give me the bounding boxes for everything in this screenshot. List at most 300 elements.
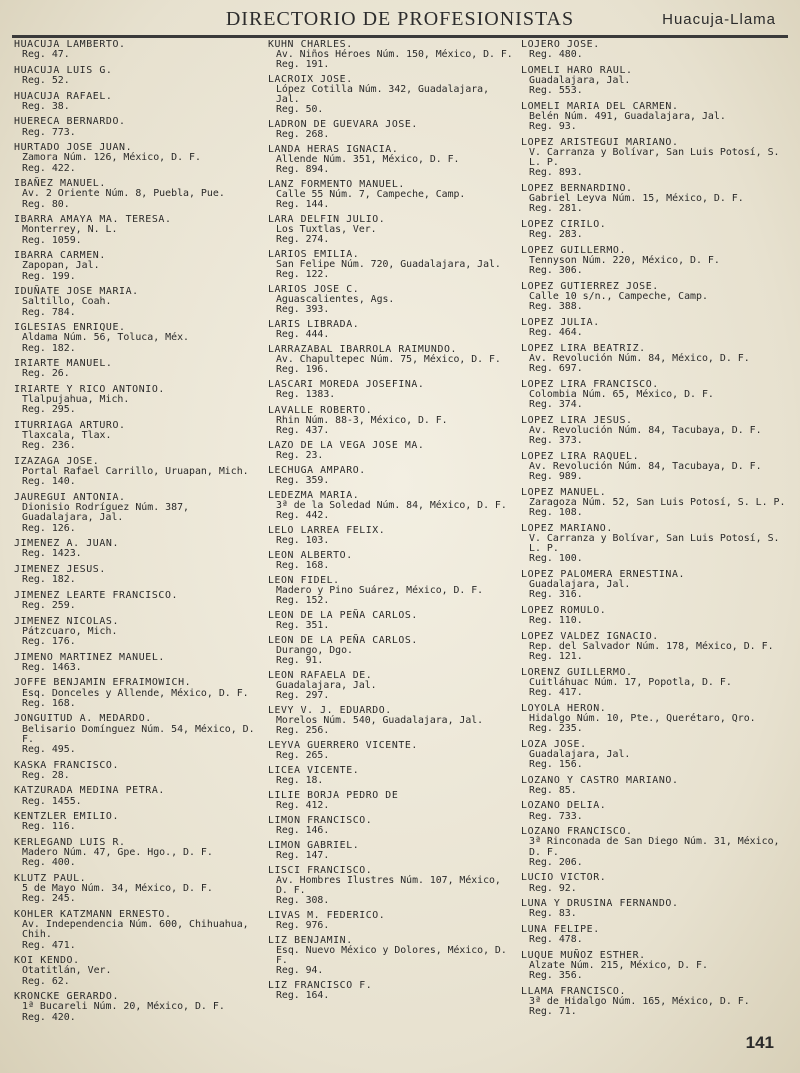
directory-entry <box>521 873 786 893</box>
directory-entry <box>268 706 518 736</box>
directory-entry <box>521 606 786 626</box>
entry-address: Zaragoza Núm. 52, San Luis Potosí, S. L. P. <box>529 496 786 508</box>
directory-entry <box>521 704 786 735</box>
entry-name: LEON DE LA PEÑA CARLOS. <box>268 634 418 646</box>
directory-entry <box>521 184 786 215</box>
directory-entry <box>521 632 786 663</box>
entry-registration: Reg. 164. <box>276 990 330 1002</box>
entry-address: Av. Independencia Núm. 600, Chihuahua, Chih. <box>22 919 249 941</box>
entry-name: LIVAS M. FEDERICO. <box>268 910 386 922</box>
entry-address: Tlaxcala, Tlax. <box>22 430 112 442</box>
directory-entry <box>14 385 264 416</box>
entry-registration: Reg. 182. <box>22 342 76 354</box>
directory-entry <box>268 766 518 786</box>
entry-address: Allende Núm. 351, México, D. F. <box>276 154 460 166</box>
directory-entry <box>268 611 518 631</box>
entry-address: Aldama Núm. 56, Toluca, Méx. <box>22 332 189 344</box>
directory-entry <box>521 524 786 565</box>
directory-entry <box>14 678 264 709</box>
entry-address: Av. Revolución Núm. 84, Tacubaya, D. F. <box>529 460 762 472</box>
entry-name: LOPEZ VALDEZ IGNACIO. <box>521 630 659 642</box>
entry-registration: Reg. 393. <box>276 304 330 316</box>
directory-entry <box>14 359 264 379</box>
entry-name: KUHN CHARLES. <box>268 39 353 50</box>
entry-address: Aguascalientes, Ags. <box>276 294 395 306</box>
entry-registration: Reg. 356. <box>529 970 583 982</box>
entry-registration: Reg. 152. <box>276 594 330 606</box>
entry-registration: Reg. 62. <box>22 975 70 987</box>
entry-registration: Reg. 23. <box>276 449 324 461</box>
entry-registration: Reg. 126. <box>22 522 76 534</box>
entry-name: HURTADO JOSE JUAN. <box>14 142 133 154</box>
entry-address: Av. Niños Héroes Núm. 150, México, D. F. <box>276 49 513 60</box>
page-number: 141 <box>745 1033 774 1052</box>
entry-name: KASKA FRANCISCO. <box>14 759 120 771</box>
entry-registration: Reg. 103. <box>276 534 330 546</box>
entry-name: LOPEZ ARISTEGUI MARIANO. <box>521 136 679 148</box>
entry-name: LOJERO JOSE. <box>521 39 600 50</box>
entry-registration: Reg. 773. <box>22 126 76 138</box>
entry-name: JIMENEZ A. JUAN. <box>14 538 120 550</box>
entry-name: LILIE BORJA PEDRO DE <box>268 790 399 802</box>
directory-entry <box>268 491 518 521</box>
entry-registration: Reg. 206. <box>529 856 583 868</box>
entry-registration: Reg. 297. <box>276 689 330 701</box>
entry-registration: Reg. 92. <box>529 882 577 894</box>
entry-name: LAZO DE LA VEGA JOSE MA. <box>268 439 425 451</box>
entry-address: Alzate Núm. 215, México, D. F. <box>529 959 708 971</box>
directory-entry <box>268 145 518 175</box>
directory-entry <box>521 827 786 868</box>
entry-name: LEON ALBERTO. <box>268 549 353 561</box>
entry-address: Av. Hombres Ilustres Núm. 107, México, D. F. <box>276 875 501 897</box>
entry-name: HUACUJA RAFAEL. <box>14 90 113 102</box>
entry-address: Calle 10 s/n., Campeche, Camp. <box>529 291 708 302</box>
entry-registration: Reg. 1455. <box>22 795 82 807</box>
entry-name: LOPEZ MARIANO. <box>521 522 613 534</box>
entry-name: HUACUJA LAMBERTO. <box>14 39 126 50</box>
entry-registration: Reg. 784. <box>22 306 76 318</box>
header-rule <box>12 35 788 38</box>
entry-registration: Reg. 553. <box>529 85 583 97</box>
entry-name: LAVALLE ROBERTO. <box>268 404 373 416</box>
directory-entry <box>14 66 264 86</box>
directory-entry <box>521 452 786 483</box>
entry-registration: Reg. 306. <box>529 265 583 277</box>
entry-address: Monterrey, N. L. <box>22 224 118 236</box>
entry-address: Hidalgo Núm. 10, Pte., Querétaro, Qro. <box>529 712 756 724</box>
entry-registration: Reg. 85. <box>529 784 577 796</box>
entry-address: Madero Núm. 47, Gpe. Hgo., D. F. <box>22 847 213 859</box>
directory-entry <box>268 841 518 861</box>
directory-entry <box>521 220 786 240</box>
entry-registration: Reg. 147. <box>276 850 330 862</box>
entry-registration: Reg. 1059. <box>22 234 82 246</box>
entry-name: KENTZLER EMILIO. <box>14 811 120 823</box>
directory-entry <box>268 466 518 486</box>
entry-name: KATZURADA MEDINA PETRA. <box>14 785 165 797</box>
entry-registration: Reg. 191. <box>276 59 330 70</box>
entry-name: JONGUITUD A. MEDARDO. <box>14 713 152 725</box>
directory-entry <box>14 992 264 1023</box>
entry-registration: Reg. 733. <box>529 810 583 822</box>
entry-address: Guadalajara, Jal. <box>529 748 631 760</box>
entry-name: LOPEZ GUTIERREZ JOSE. <box>521 280 659 292</box>
directory-entry <box>521 318 786 338</box>
directory-entry <box>521 102 786 133</box>
directory-entry <box>14 617 264 648</box>
entry-registration: Reg. 93. <box>529 121 577 133</box>
column-2 <box>268 40 518 1006</box>
entry-registration: Reg. 444. <box>276 329 330 341</box>
directory-entry <box>14 565 264 585</box>
entry-address: Guadalajara, Jal. <box>529 579 631 590</box>
entry-registration: Reg. 1463. <box>22 661 82 673</box>
entry-registration: Reg. 420. <box>22 1011 76 1023</box>
directory-entry <box>268 636 518 666</box>
entry-registration: Reg. 18. <box>276 775 324 787</box>
entry-registration: Reg. 83. <box>529 908 577 920</box>
entry-address: Av. 2 Oriente Núm. 8, Puebla, Pue. <box>22 188 225 200</box>
entry-registration: Reg. 351. <box>276 619 330 631</box>
entry-address: Pátzcuaro, Mich. <box>22 625 118 637</box>
entry-name: LELO LARREA FELIX. <box>268 524 386 536</box>
entry-name: IRIARTE Y RICO ANTONIO. <box>14 383 165 395</box>
entry-address: Calle 55 Núm. 7, Campeche, Camp. <box>276 189 466 201</box>
entry-name: LOMELI HARO RAUL. <box>521 64 633 76</box>
entry-name: IRIARTE MANUEL. <box>14 358 113 370</box>
entry-name: KLUTZ PAUL. <box>14 872 87 884</box>
entry-name: JIMENO MARTINEZ MANUEL. <box>14 651 165 663</box>
entry-address: Durango, Dgo. <box>276 644 353 656</box>
entry-registration: Reg. 281. <box>529 203 583 215</box>
directory-entry <box>268 406 518 436</box>
directory-entry <box>14 714 264 755</box>
entry-registration: Reg. 495. <box>22 743 76 755</box>
entry-name: LEYVA GUERRERO VICENTE. <box>268 740 418 752</box>
entry-name: LASCARI MOREDA JOSEFINA. <box>268 379 425 391</box>
directory-entry <box>268 791 518 811</box>
entry-name: LUQUE MUÑOZ ESTHER. <box>521 949 646 961</box>
entry-address: Saltillo, Coah. <box>22 296 112 308</box>
entry-name: LEON RAFAELA DE. <box>268 669 373 681</box>
entry-name: LEDEZMA MARIA. <box>268 489 360 501</box>
entry-name: LORENZ GUILLERMO. <box>521 666 633 678</box>
entry-address: Colombia Núm. 65, México, D. F. <box>529 388 714 400</box>
entry-name: HUERECA BERNARDO. <box>14 116 126 128</box>
entry-registration: Reg. 140. <box>22 476 76 488</box>
directory-entry <box>521 570 786 601</box>
directory-entry <box>14 92 264 112</box>
directory-entry <box>14 457 264 488</box>
directory-entry <box>14 117 264 137</box>
entry-name: IGLESIAS ENRIQUE. <box>14 322 126 334</box>
entry-registration: Reg. 417. <box>529 687 583 698</box>
entry-address: Esq. Nuevo México y Dolores, México, D. F. <box>276 945 507 967</box>
directory-entry <box>268 866 518 906</box>
entry-name: LOPEZ LIRA FRANCISCO. <box>521 378 659 390</box>
entry-name: LICEA VICENTE. <box>268 765 360 777</box>
directory-entry <box>14 956 264 987</box>
entry-address: Av. Revolución Núm. 84, Tacubaya, D. F. <box>529 424 762 436</box>
entry-name: LOPEZ LIRA BEATRIZ. <box>521 342 646 354</box>
entry-registration: Reg. 121. <box>529 651 583 662</box>
entry-name: LLAMA FRANCISCO. <box>521 985 627 997</box>
entry-name: KOI KENDO. <box>14 955 80 967</box>
entry-name: LEON DE LA PEÑA CARLOS. <box>268 609 418 621</box>
entry-name: JAUREGUI ANTONIA. <box>14 491 126 503</box>
entry-registration: Reg. 176. <box>22 635 76 647</box>
entry-registration: Reg. 265. <box>276 750 330 762</box>
entry-registration: Reg. 236. <box>22 440 76 452</box>
directory-entry <box>268 816 518 836</box>
entry-address: Otatitlán, Ver. <box>22 965 112 977</box>
entry-registration: Reg. 38. <box>22 100 70 112</box>
entry-registration: Reg. 295. <box>22 404 76 416</box>
entry-registration: Reg. 100. <box>529 553 583 565</box>
entry-name: LOPEZ MANUEL. <box>521 486 607 498</box>
entry-address: Guadalajara, Jal. <box>529 75 631 86</box>
entry-registration: Reg. 199. <box>22 270 76 282</box>
directory-entry <box>268 741 518 761</box>
directory-entry <box>14 179 264 210</box>
entry-name: LARIOS JOSE C. <box>268 284 360 296</box>
entry-address: Madero y Pino Suárez, México, D. F. <box>276 584 484 596</box>
entry-registration: Reg. 697. <box>529 363 583 374</box>
directory-entry <box>268 40 518 70</box>
entry-registration: Reg. 196. <box>276 364 330 376</box>
entry-address: Gabriel Leyva Núm. 15, México, D. F. <box>529 193 744 205</box>
entry-name: LARIOS EMILIA. <box>268 249 360 261</box>
entry-name: KOHLER KATZMANN ERNESTO. <box>14 908 172 920</box>
entry-registration: Reg. 437. <box>276 424 330 436</box>
directory-entry <box>521 282 786 313</box>
directory-entry <box>14 323 264 354</box>
directory-entry <box>14 539 264 559</box>
entry-registration: Reg. 442. <box>276 509 330 521</box>
entry-name: IDUÑATE JOSE MARIA. <box>14 286 139 298</box>
entry-name: LOMELI MARIA DEL CARMEN. <box>521 100 679 112</box>
directory-entry <box>14 786 264 806</box>
entry-registration: Reg. 464. <box>529 327 583 338</box>
directory-entry <box>14 812 264 832</box>
entry-registration: Reg. 116. <box>22 821 76 833</box>
entry-address: Av. Revolución Núm. 84, México, D. F. <box>529 352 750 364</box>
entry-registration: Reg. 400. <box>22 857 76 869</box>
directory-entry <box>521 66 786 97</box>
entry-registration: Reg. 976. <box>276 920 330 932</box>
directory-entry <box>268 576 518 606</box>
entry-address: Los Tuxtlas, Ver. <box>276 224 377 236</box>
entry-address: 3ª de la Soledad Núm. 84, México, D. F. <box>276 499 507 511</box>
directory-entry <box>521 987 786 1018</box>
column-1 <box>14 40 264 1028</box>
directory-entry <box>14 653 264 673</box>
directory-entry <box>521 138 786 179</box>
entry-name: LOPEZ LIRA RAQUEL. <box>521 450 640 462</box>
directory-entry <box>14 421 264 452</box>
directory-entry <box>521 40 786 60</box>
entry-registration: Reg. 80. <box>22 198 70 210</box>
entry-registration: Reg. 245. <box>22 893 76 905</box>
entry-registration: Reg. 480. <box>529 49 583 61</box>
column-3 <box>521 40 786 1023</box>
entry-name: LARIS LIBRADA. <box>268 319 360 331</box>
entry-name: LARA DELFIN JULIO. <box>268 214 386 226</box>
entry-registration: Reg. 893. <box>529 167 583 179</box>
entry-registration: Reg. 110. <box>529 615 583 626</box>
entry-address: 3ª de Hidalgo Núm. 165, México, D. F. <box>529 995 750 1007</box>
directory-entry <box>521 380 786 411</box>
entry-registration: Reg. 374. <box>529 399 583 410</box>
entry-address: Av. Chapultepec Núm. 75, México, D. F. <box>276 354 501 366</box>
entry-address: Guadalajara, Jal. <box>276 679 377 691</box>
entry-name: LOPEZ PALOMERA ERNESTINA. <box>521 568 686 580</box>
entry-registration: Reg. 1383. <box>276 389 336 401</box>
directory-entry <box>268 215 518 245</box>
entry-registration: Reg. 235. <box>529 723 583 734</box>
entry-name: LUNA FELIPE. <box>521 923 600 935</box>
directory-entry <box>268 441 518 461</box>
entry-registration: Reg. 283. <box>529 229 583 241</box>
directory-entry <box>521 344 786 375</box>
entry-address: Esq. Donceles y Allende, México, D. F. <box>22 687 249 699</box>
directory-entry <box>521 740 786 771</box>
directory-entry <box>14 143 264 174</box>
entry-address: 1ª Bucareli Núm. 20, México, D. F. <box>22 1001 225 1013</box>
page-header <box>10 4 790 34</box>
entry-registration: Reg. 26. <box>22 368 70 380</box>
directory-entry <box>268 671 518 701</box>
alphabetical-range: Huacuja-Llama <box>662 11 776 28</box>
entry-name: IBARRA CARMEN. <box>14 250 106 262</box>
entry-address: Zamora Núm. 126, México, D. F. <box>22 152 201 164</box>
entry-address: Cuitláhuac Núm. 17, Popotla, D. F. <box>529 676 732 688</box>
entry-name: KRONCKE GERARDO. <box>14 991 120 1003</box>
entry-registration: Reg. 1423. <box>22 548 82 560</box>
entry-name: LANDA HERAS IGNACIA. <box>268 144 399 156</box>
directory-entry <box>521 246 786 277</box>
directory-entry <box>14 40 264 60</box>
entry-name: KERLEGAND LUIS R. <box>14 836 126 848</box>
entry-name: IZAZAGA JOSE. <box>14 455 100 467</box>
entry-name: LACROIX JOSE. <box>268 74 353 86</box>
entry-registration: Reg. 94. <box>276 965 324 977</box>
entry-registration: Reg. 47. <box>22 49 70 61</box>
entry-address: López Cotilla Núm. 342, Guadalajara, Jal. <box>276 84 490 106</box>
entry-name: LOPEZ GUILLERMO. <box>521 244 627 256</box>
entry-registration: Reg. 316. <box>529 589 583 601</box>
entry-registration: Reg. 894. <box>276 164 330 176</box>
entry-registration: Reg. 471. <box>22 939 76 951</box>
entry-registration: Reg. 71. <box>529 1006 577 1018</box>
entry-registration: Reg. 478. <box>529 934 583 946</box>
directory-entry <box>14 251 264 282</box>
entry-name: LIZ BENJAMIN. <box>268 935 353 947</box>
directory-entry <box>521 899 786 919</box>
directory-entry <box>268 526 518 546</box>
directory-entry <box>521 925 786 945</box>
entry-name: LUNA Y DRUSINA FERNANDO. <box>521 898 679 910</box>
entry-registration: Reg. 91. <box>276 654 324 666</box>
entry-name: JIMENEZ NICOLAS. <box>14 615 120 627</box>
directory-entry <box>268 250 518 280</box>
entry-name: LARRAZABAL IBARROLA RAIMUNDO. <box>268 344 457 356</box>
directory-entry <box>14 591 264 611</box>
entry-name: JOFFE BENJAMIN EFRAIMOWICH. <box>14 677 192 689</box>
directory-entry <box>521 776 786 796</box>
entry-registration: Reg. 52. <box>22 75 70 86</box>
directory-entry <box>521 801 786 821</box>
entry-registration: Reg. 274. <box>276 234 330 246</box>
entry-name: LUCIO VICTOR. <box>521 872 607 884</box>
entry-registration: Reg. 146. <box>276 825 330 837</box>
entry-address: Belén Núm. 491, Guadalajara, Jal. <box>529 111 726 122</box>
directory-entry <box>268 180 518 210</box>
directory-entry <box>521 668 786 699</box>
directory-entry <box>14 215 264 246</box>
entry-registration: Reg. 144. <box>276 199 330 211</box>
directory-entry <box>268 320 518 340</box>
entry-name: JIMENEZ JESUS. <box>14 563 106 575</box>
directory-entry <box>268 551 518 571</box>
entry-name: LANZ FORMENTO MANUEL. <box>268 179 405 191</box>
directory-entry <box>268 380 518 400</box>
directory-entry <box>521 416 786 447</box>
entry-registration: Reg. 168. <box>22 697 76 709</box>
entry-name: IBARRA AMAYA MA. TERESA. <box>14 214 172 226</box>
entry-registration: Reg. 422. <box>22 162 76 174</box>
entry-registration: Reg. 373. <box>529 435 583 446</box>
entry-address: Tlalpujahua, Mich. <box>22 394 130 406</box>
entry-name: HUACUJA LUIS G. <box>14 64 113 76</box>
entry-registration: Reg. 28. <box>22 769 70 781</box>
entry-name: LOZA JOSE. <box>521 738 587 750</box>
directory-entry <box>268 936 518 976</box>
entry-name: LISCI FRANCISCO. <box>268 865 373 877</box>
directory-entry <box>268 285 518 315</box>
directory-entry <box>268 345 518 375</box>
entry-name: LIMON GABRIEL. <box>268 840 360 852</box>
directory-entry <box>14 287 264 318</box>
entry-registration: Reg. 108. <box>529 507 583 518</box>
entry-registration: Reg. 50. <box>276 104 324 116</box>
entry-name: LIZ FRANCISCO F. <box>268 980 373 992</box>
directory-entry <box>268 75 518 115</box>
directory-entry <box>14 838 264 869</box>
directory-entry <box>14 493 264 534</box>
entry-address: V. Carranza y Bolívar, San Luis Potosí, S. L. P. <box>529 147 780 169</box>
directory-entry <box>521 488 786 519</box>
entry-registration: Reg. 989. <box>529 471 583 482</box>
entry-name: IBAÑEZ MANUEL. <box>14 178 106 190</box>
entry-name: LOZANO Y CASTRO MARIANO. <box>521 774 679 786</box>
entry-name: JIMENEZ LEARTE FRANCISCO. <box>14 589 179 601</box>
directory-entry <box>521 951 786 982</box>
entry-registration: Reg. 412. <box>276 800 330 812</box>
entry-name: LECHUGA AMPARO. <box>268 464 366 476</box>
directory-entry <box>14 874 264 905</box>
entry-name: LADRON DE GUEVARA JOSE. <box>268 119 418 131</box>
entry-name: LOPEZ LIRA JESUS. <box>521 414 633 426</box>
entry-address: Portal Rafael Carrillo, Uruapan, Mich. <box>22 466 249 478</box>
entry-address: Tennyson Núm. 220, México, D. F. <box>529 255 720 266</box>
page-title: DIRECTORIO DE PROFESIONISTAS <box>225 8 575 30</box>
entry-address: San Felipe Núm. 720, Guadalajara, Jal. <box>276 259 501 271</box>
entry-registration: Reg. 122. <box>276 269 330 281</box>
directory-entry <box>268 120 518 140</box>
directory-entry <box>268 911 518 931</box>
